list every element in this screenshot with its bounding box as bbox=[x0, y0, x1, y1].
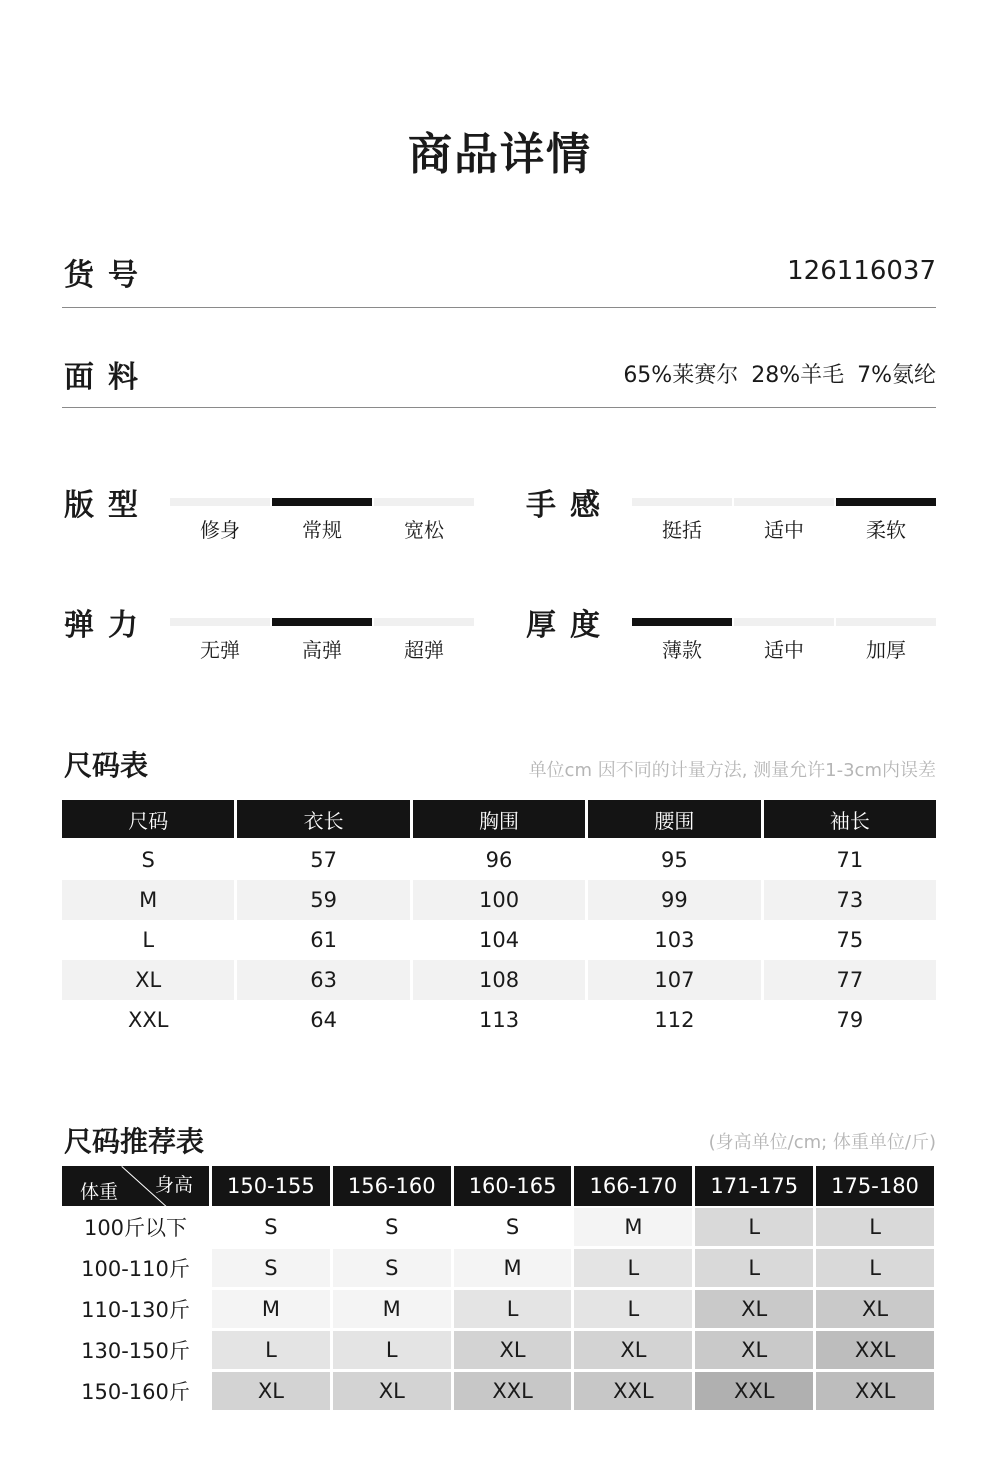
recommend-cell: M bbox=[212, 1290, 330, 1328]
recommend-chart-note: (身高单位/cm; 体重单位/斤) bbox=[708, 1132, 936, 1153]
table-header-row bbox=[62, 1166, 934, 1206]
attr-label: 手感 bbox=[526, 488, 614, 523]
recommend-cell: L bbox=[333, 1331, 451, 1369]
recommend-cell: L bbox=[574, 1290, 692, 1328]
sku-row bbox=[62, 208, 936, 308]
table-cell: XXL bbox=[127, 1008, 169, 1032]
scale-bar bbox=[836, 618, 936, 626]
page-title: 商品详情 bbox=[408, 129, 592, 180]
attr-thickness bbox=[524, 600, 964, 690]
recommend-cell: S bbox=[454, 1208, 572, 1246]
attr-scale bbox=[632, 618, 936, 626]
scale-bar bbox=[734, 498, 834, 506]
attr-elastic bbox=[62, 600, 502, 690]
table-cell: 95 bbox=[661, 848, 688, 872]
table-cell: 107 bbox=[588, 960, 760, 1000]
scale-bar bbox=[836, 498, 936, 506]
table-header-cell: 衣长 bbox=[237, 800, 409, 838]
recommend-cell: L bbox=[816, 1208, 934, 1246]
sku-label: 货号 bbox=[64, 258, 152, 293]
table-header-cell: 166-170 bbox=[574, 1166, 692, 1206]
attr-scale bbox=[170, 618, 474, 626]
recommend-cell: XL bbox=[695, 1331, 813, 1369]
table-cell: 61 bbox=[310, 928, 337, 952]
table-header-cell: 腰围 bbox=[588, 800, 760, 838]
table-cell: 73 bbox=[764, 880, 936, 920]
table-cell: 99 bbox=[588, 880, 760, 920]
table-header-cell: 171-175 bbox=[695, 1166, 813, 1206]
recommend-cell: S bbox=[212, 1249, 330, 1287]
recommend-cell: L bbox=[816, 1249, 934, 1287]
attr-option: 适中 bbox=[764, 518, 804, 542]
recommend-cell: XL bbox=[574, 1331, 692, 1369]
scale-bar bbox=[272, 498, 372, 506]
table-row bbox=[62, 960, 936, 1000]
scale-bar bbox=[170, 498, 270, 506]
recommend-table bbox=[62, 1166, 934, 1413]
attr-label: 厚度 bbox=[526, 608, 614, 643]
attr-option: 宽松 bbox=[404, 518, 444, 542]
table-cell: 108 bbox=[413, 960, 585, 1000]
table-cell: 113 bbox=[478, 1008, 520, 1032]
table-header-cell: 150-155 bbox=[212, 1166, 330, 1206]
scale-bar bbox=[374, 498, 474, 506]
table-row bbox=[62, 920, 936, 960]
fabric-value: 65%莱赛尔 28%羊毛 7%氨纶 bbox=[623, 363, 936, 388]
attr-label: 弹力 bbox=[64, 608, 152, 643]
table-cell: 100 bbox=[413, 880, 585, 920]
attr-fit bbox=[62, 480, 502, 570]
recommend-cell: XXL bbox=[454, 1372, 572, 1410]
size-chart-title: 尺码表 bbox=[64, 749, 149, 782]
attr-option: 常规 bbox=[302, 518, 342, 542]
table-cell: 75 bbox=[836, 928, 864, 952]
table-header-row bbox=[62, 800, 936, 838]
recommend-chart-title: 尺码推荐表 bbox=[64, 1125, 205, 1158]
scale-bar bbox=[374, 618, 474, 626]
sku-value: 126116037 bbox=[787, 256, 936, 286]
recommend-cell: M bbox=[454, 1249, 572, 1287]
table-header-cell: 袖长 bbox=[764, 800, 936, 838]
recommend-cell: S bbox=[333, 1208, 451, 1246]
table-cell: 71 bbox=[836, 848, 864, 872]
recommend-cell: S bbox=[333, 1249, 451, 1287]
table-cell: 103 bbox=[654, 928, 695, 952]
fabric-label: 面料 bbox=[64, 360, 152, 395]
recommend-cell: L bbox=[212, 1331, 330, 1369]
table-row bbox=[62, 1372, 934, 1410]
table-cell: 59 bbox=[237, 880, 409, 920]
table-row bbox=[62, 1000, 936, 1040]
weight-label: 100斤以下 bbox=[83, 1216, 188, 1240]
corner-weight-label: 体重 bbox=[80, 1181, 119, 1203]
table-cell: 64 bbox=[310, 1008, 337, 1032]
attr-option: 修身 bbox=[200, 518, 240, 542]
recommend-cell: M bbox=[574, 1208, 692, 1246]
recommend-cell: XXL bbox=[816, 1372, 934, 1410]
table-cell: S bbox=[141, 848, 155, 872]
recommend-cell: L bbox=[574, 1249, 692, 1287]
scale-bar bbox=[632, 618, 732, 626]
attr-option: 柔软 bbox=[866, 518, 906, 542]
attr-option: 适中 bbox=[764, 638, 804, 662]
scale-bar bbox=[632, 498, 732, 506]
table-row bbox=[62, 1249, 934, 1287]
table-cell: M bbox=[62, 880, 234, 920]
weight-label: 130-150斤 bbox=[81, 1339, 190, 1363]
scale-bar bbox=[170, 618, 270, 626]
attr-option: 加厚 bbox=[866, 638, 906, 662]
table-cell: 104 bbox=[478, 928, 520, 952]
table-row bbox=[62, 880, 936, 920]
table-cell: 77 bbox=[764, 960, 936, 1000]
size-table bbox=[62, 800, 936, 1040]
table-header-cell: 胸围 bbox=[413, 800, 585, 838]
recommend-cell: M bbox=[333, 1290, 451, 1328]
table-cell: L bbox=[142, 928, 155, 952]
table-header-cell: 160-165 bbox=[454, 1166, 572, 1206]
attr-feel bbox=[524, 480, 964, 570]
recommend-cell: L bbox=[695, 1208, 813, 1246]
table-cell: 63 bbox=[237, 960, 409, 1000]
attr-scale bbox=[170, 498, 474, 506]
recommend-cell: S bbox=[212, 1208, 330, 1246]
recommend-cell: XXL bbox=[816, 1331, 934, 1369]
recommend-cell: XXL bbox=[695, 1372, 813, 1410]
recommend-cell: XL bbox=[695, 1290, 813, 1328]
weight-label: 150-160斤 bbox=[81, 1380, 190, 1404]
table-row bbox=[62, 1331, 934, 1369]
table-corner-cell bbox=[62, 1166, 209, 1206]
recommend-cell: XXL bbox=[574, 1372, 692, 1410]
table-row bbox=[62, 1208, 934, 1246]
weight-label: 100-110斤 bbox=[81, 1257, 190, 1281]
recommend-cell: XL bbox=[212, 1372, 330, 1410]
scale-bar bbox=[734, 618, 834, 626]
size-chart-note: 单位cm 因不同的计量方法, 测量允许1-3cm内误差 bbox=[528, 760, 936, 781]
weight-label: 110-130斤 bbox=[81, 1298, 190, 1322]
table-cell: 112 bbox=[654, 1008, 695, 1032]
recommend-cell: XL bbox=[454, 1331, 572, 1369]
attr-option: 挺括 bbox=[662, 518, 702, 542]
attr-label: 版型 bbox=[64, 488, 152, 523]
table-cell: 79 bbox=[836, 1008, 864, 1032]
recommend-cell: XL bbox=[333, 1372, 451, 1410]
table-cell: XL bbox=[62, 960, 234, 1000]
table-row bbox=[62, 840, 936, 880]
scale-bar bbox=[272, 618, 372, 626]
recommend-cell: L bbox=[454, 1290, 572, 1328]
attr-option: 高弹 bbox=[302, 638, 342, 662]
attr-scale bbox=[632, 498, 936, 506]
attr-option: 薄款 bbox=[662, 638, 702, 662]
table-cell: 96 bbox=[485, 848, 513, 872]
corner-height-label: 身高 bbox=[154, 1174, 193, 1196]
table-row bbox=[62, 1290, 934, 1328]
recommend-cell: L bbox=[695, 1249, 813, 1287]
table-header-cell: 175-180 bbox=[816, 1166, 934, 1206]
table-cell: 57 bbox=[310, 848, 337, 872]
table-header-cell: 156-160 bbox=[333, 1166, 451, 1206]
table-header-cell: 尺码 bbox=[62, 800, 234, 838]
attr-option: 超弹 bbox=[404, 638, 444, 662]
attr-option: 无弹 bbox=[200, 638, 240, 662]
recommend-cell: XL bbox=[816, 1290, 934, 1328]
fabric-row bbox=[62, 308, 936, 408]
